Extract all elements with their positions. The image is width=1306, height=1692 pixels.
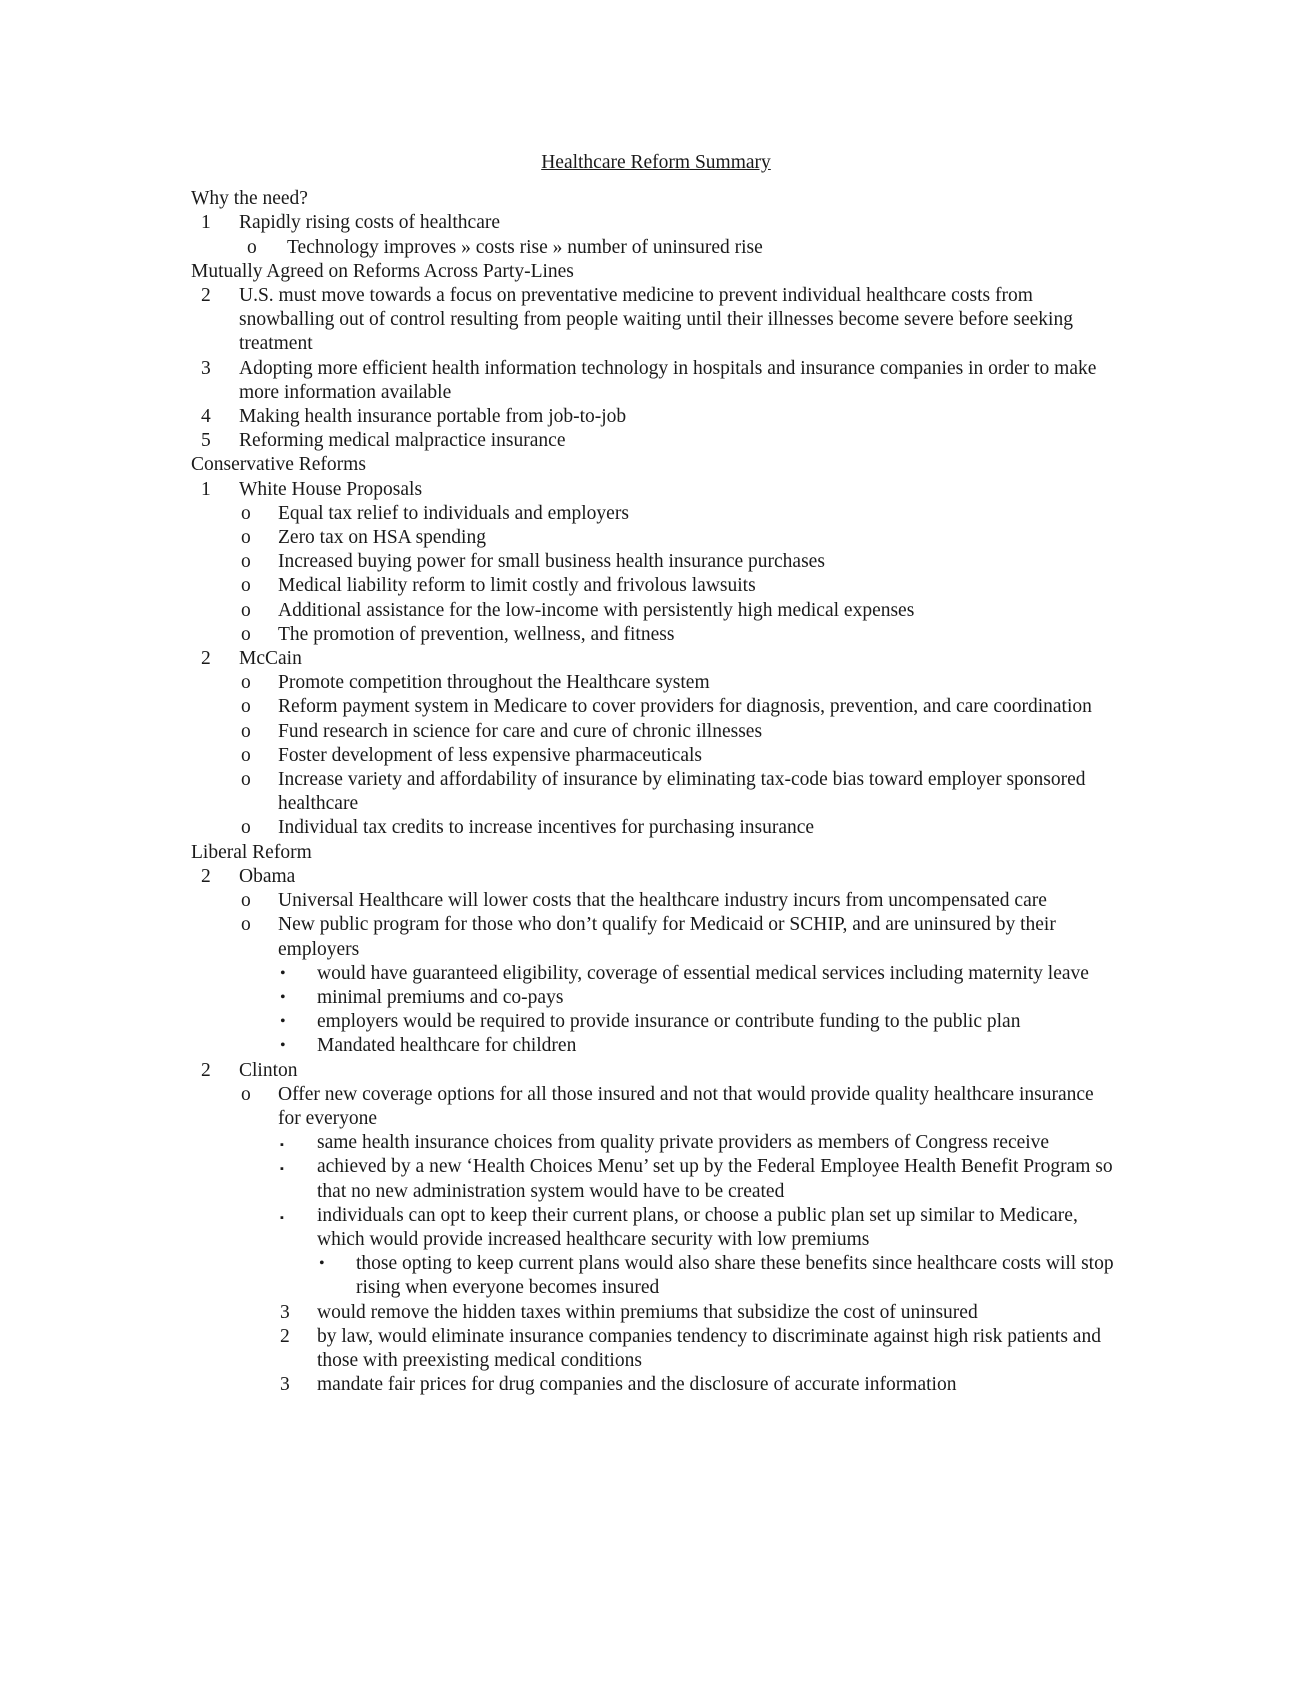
list-marker: o bbox=[241, 623, 251, 645]
section-heading: Conservative Reforms bbox=[191, 454, 366, 476]
list-item bbox=[191, 695, 1121, 719]
list-item bbox=[191, 1325, 1121, 1373]
list-item bbox=[191, 550, 1121, 574]
list-marker: 5 bbox=[201, 430, 211, 452]
list-item-text: Making health insurance portable from job-to-job bbox=[239, 406, 627, 428]
list-item-text: U.S. must move towards a focus on preventative medicine to prevent individual healthcare costs from snowballing out of control resulting from people waiting until their illnesses become severe before seeking treatment bbox=[239, 285, 1073, 355]
list-item bbox=[191, 1010, 1121, 1034]
list-item bbox=[191, 1155, 1121, 1203]
list-item bbox=[191, 284, 1121, 357]
square-bullet-icon: ▪ bbox=[280, 1163, 284, 1176]
list-item-text: Foster development of less expensive pharmaceuticals bbox=[278, 744, 702, 766]
list-item bbox=[191, 526, 1121, 550]
list-item-text: achieved by a new ‘Health Choices Menu’ set up by the Federal Employee Health Benefit Program so that no new administration system would have to be created bbox=[317, 1156, 1113, 1202]
list-marker: o bbox=[247, 236, 257, 258]
list-marker: o bbox=[241, 769, 251, 791]
list-item bbox=[191, 962, 1121, 986]
list-item bbox=[191, 1131, 1121, 1155]
list-item bbox=[191, 1059, 1121, 1083]
list-item-text: Additional assistance for the low-income with persistently high medical expenses bbox=[278, 599, 915, 621]
list-marker: o bbox=[241, 696, 251, 718]
list-item bbox=[191, 1034, 1121, 1058]
list-marker: 2 bbox=[280, 1325, 290, 1347]
list-item-text: Individual tax credits to increase incentives for purchasing insurance bbox=[278, 817, 815, 839]
section bbox=[191, 260, 1121, 454]
list-item bbox=[191, 429, 1121, 453]
list-item bbox=[191, 1083, 1121, 1131]
list-marker: o bbox=[241, 502, 251, 524]
list-item-text: Fund research in science for care and cure of chronic illnesses bbox=[278, 720, 763, 742]
list-item-text: Reform payment system in Medicare to cover providers for diagnosis, prevention, and care coordination bbox=[278, 696, 1092, 718]
list-item bbox=[191, 236, 1121, 260]
list-item-text: Clinton bbox=[239, 1059, 298, 1081]
list-item-text: Increased buying power for small business health insurance purchases bbox=[278, 551, 825, 573]
section-heading: Liberal Reform bbox=[191, 841, 312, 863]
list-item-text: White House Proposals bbox=[239, 478, 423, 500]
bullet-icon: • bbox=[280, 988, 286, 1006]
list-marker: o bbox=[241, 672, 251, 694]
list-item bbox=[191, 671, 1121, 695]
list-item bbox=[191, 865, 1121, 889]
list-item-text: Offer new coverage options for all those insured and not that would provide quality healthcare insurance for everyone bbox=[278, 1083, 1094, 1129]
bullet-icon: • bbox=[280, 964, 286, 982]
list-marker: o bbox=[241, 720, 251, 742]
section bbox=[191, 453, 1121, 840]
list-item bbox=[191, 357, 1121, 405]
list-marker: 3 bbox=[201, 357, 211, 379]
list-marker: o bbox=[241, 744, 251, 766]
list-marker: o bbox=[241, 914, 251, 936]
list-item bbox=[191, 1373, 1121, 1397]
list-item bbox=[191, 478, 1121, 502]
list-item bbox=[191, 1301, 1121, 1325]
section-heading: Mutually Agreed on Reforms Across Party-Lines bbox=[191, 260, 574, 282]
list-marker: 2 bbox=[201, 1059, 211, 1081]
list-item bbox=[191, 623, 1121, 647]
list-marker: 2 bbox=[201, 648, 211, 670]
list-item bbox=[191, 502, 1121, 526]
list-item-text: individuals can opt to keep their current plans, or choose a public plan set up similar to Medicare, which would provide increased healthcare security with low premiums bbox=[317, 1204, 1078, 1250]
list-item bbox=[191, 913, 1121, 961]
list-marker: o bbox=[241, 599, 251, 621]
square-bullet-icon: ▪ bbox=[280, 1139, 284, 1152]
document-body bbox=[191, 187, 1121, 1397]
list-item bbox=[191, 1204, 1121, 1252]
list-marker: o bbox=[241, 551, 251, 573]
document-title: Healthcare Reform Summary bbox=[541, 152, 771, 173]
bullet-icon: • bbox=[319, 1255, 325, 1273]
list-item-text: Equal tax relief to individuals and employers bbox=[278, 502, 629, 524]
list-item-text: Adopting more efficient health information technology in hospitals and insurance companies in order to make more information available bbox=[239, 357, 1097, 403]
section-heading: Why the need? bbox=[191, 188, 308, 210]
bullet-icon: • bbox=[280, 1037, 286, 1055]
list-marker: o bbox=[241, 575, 251, 597]
list-item-text: Promote competition throughout the Healthcare system bbox=[278, 672, 710, 694]
list-item-text: Reforming medical malpractice insurance bbox=[239, 430, 566, 452]
list-item bbox=[191, 574, 1121, 598]
list-marker: 3 bbox=[280, 1301, 290, 1323]
list-item bbox=[191, 405, 1121, 429]
list-item-text: employers would be required to provide insurance or contribute funding to the public plan bbox=[317, 1011, 1021, 1033]
list-marker: 1 bbox=[201, 478, 211, 500]
list-item-text: by law, would eliminate insurance companies tendency to discriminate against high risk patients and those with preexisting medical conditions bbox=[317, 1325, 1101, 1371]
list-item bbox=[191, 1252, 1121, 1300]
list-item-text: Increase variety and affordability of insurance by eliminating tax-code bias toward employer sponsored healthcare bbox=[278, 769, 1086, 815]
list-marker: 1 bbox=[201, 212, 211, 234]
list-item-text: minimal premiums and co-pays bbox=[317, 986, 564, 1008]
list-marker: o bbox=[241, 1083, 251, 1105]
list-item-text: Zero tax on HSA spending bbox=[278, 527, 486, 549]
list-item bbox=[191, 744, 1121, 768]
list-item-text: Technology improves » costs rise » number of uninsured rise bbox=[287, 236, 763, 258]
list-item bbox=[191, 816, 1121, 840]
list-item-text: those opting to keep current plans would also share these benefits since healthcare costs will stop rising when everyone becomes insured bbox=[356, 1253, 1114, 1299]
list-marker: 2 bbox=[201, 865, 211, 887]
list-item-text: Rapidly rising costs of healthcare bbox=[239, 212, 501, 234]
list-marker: o bbox=[241, 527, 251, 549]
list-item bbox=[191, 768, 1121, 816]
list-item-text: New public program for those who don’t qualify for Medicaid or SCHIP, and are uninsured by their employers bbox=[278, 914, 1056, 960]
list-item bbox=[191, 599, 1121, 623]
list-item-text: Mandated healthcare for children bbox=[317, 1035, 577, 1057]
list-item bbox=[191, 986, 1121, 1010]
list-item bbox=[191, 889, 1121, 913]
list-item-text: Universal Healthcare will lower costs that the healthcare industry incurs from uncompensated care bbox=[278, 890, 1047, 912]
list-item-text: McCain bbox=[239, 648, 302, 670]
list-item-text: Medical liability reform to limit costly and frivolous lawsuits bbox=[278, 575, 756, 597]
list-marker: 4 bbox=[201, 406, 211, 428]
document-page bbox=[191, 151, 1121, 1397]
list-marker: o bbox=[241, 817, 251, 839]
bullet-icon: • bbox=[280, 1013, 286, 1031]
list-marker: 3 bbox=[280, 1374, 290, 1396]
list-item bbox=[191, 720, 1121, 744]
square-bullet-icon: ▪ bbox=[280, 1211, 284, 1224]
list-item-text: The promotion of prevention, wellness, and fitness bbox=[278, 623, 675, 645]
list-item-text: would have guaranteed eligibility, coverage of essential medical services including maternity leave bbox=[317, 962, 1089, 984]
section bbox=[191, 841, 1121, 1398]
list-marker: 2 bbox=[201, 285, 211, 307]
list-item-text: mandate fair prices for drug companies and the disclosure of accurate information bbox=[317, 1374, 957, 1396]
list-item-text: Obama bbox=[239, 865, 296, 887]
list-marker: o bbox=[241, 890, 251, 912]
list-item-text: same health insurance choices from quality private providers as members of Congress receive bbox=[317, 1132, 1050, 1154]
list-item bbox=[191, 211, 1121, 235]
list-item bbox=[191, 647, 1121, 671]
section bbox=[191, 187, 1121, 260]
list-item-text: would remove the hidden taxes within premiums that subsidize the cost of uninsured bbox=[317, 1301, 978, 1323]
